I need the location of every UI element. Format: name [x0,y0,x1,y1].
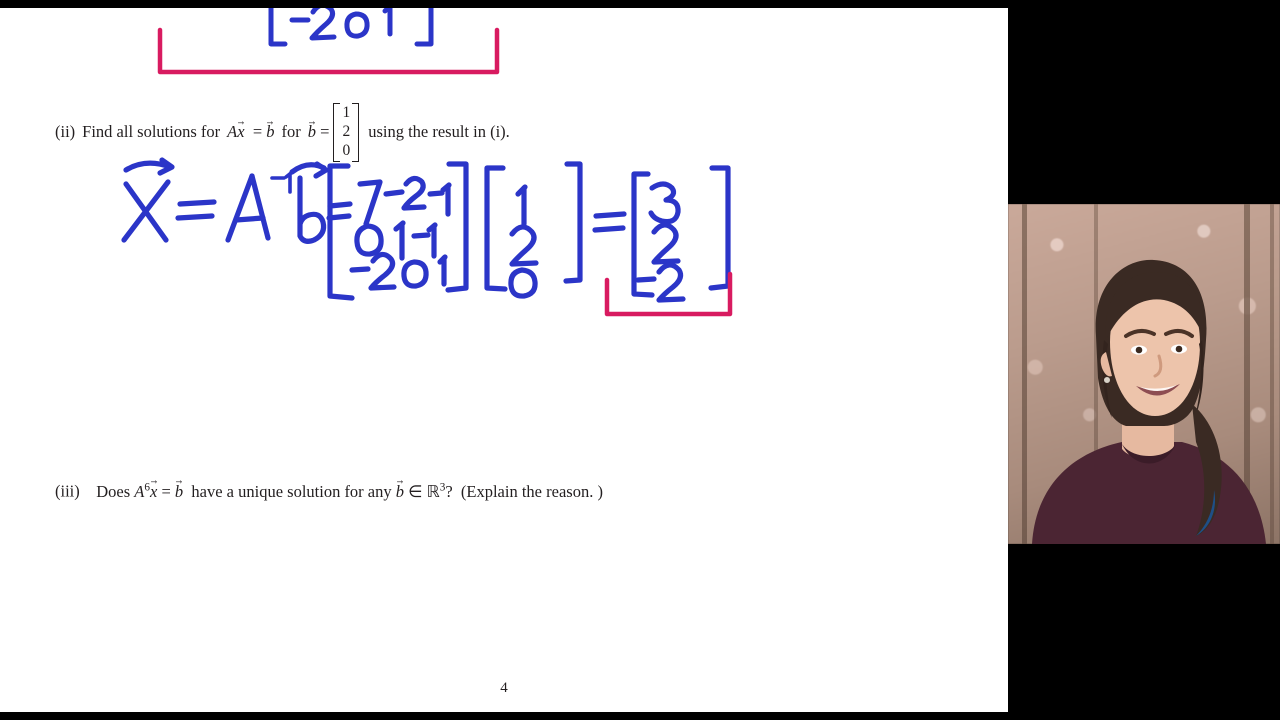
bottom-letterbox [0,712,1008,720]
page-number: 4 [500,680,508,696]
webcam-panel [1008,204,1280,544]
question-ii-text-mid: for [281,122,301,142]
question-ii-label: (ii) [55,122,76,142]
webcam-person [1014,244,1274,544]
question-iii [55,481,603,502]
printed-b-vector [333,103,359,162]
top-letterbox [0,0,1008,8]
question-iii-label: (iii) [55,481,80,501]
b-vector-entry: 0 [342,141,351,159]
question-iii-text: Does $A^6x$ → = b → have a unique solution for any b → ∈ ℝ$^3$? (Explain the reason. ) [96,482,603,501]
document-page [0,8,1008,712]
question-ii-text-before: Find all solutions for [82,122,221,142]
question-ii-equation: Ax → = b → [227,122,274,142]
question-ii-b-label: b → = [308,122,330,142]
question-ii [55,103,510,162]
bracket-left [333,103,340,162]
bracket-right [352,103,359,162]
question-ii-text-after: using the result in (i). [368,122,510,142]
b-vector-entry: 1 [342,104,351,121]
b-vector-entry: 2 [342,122,351,140]
